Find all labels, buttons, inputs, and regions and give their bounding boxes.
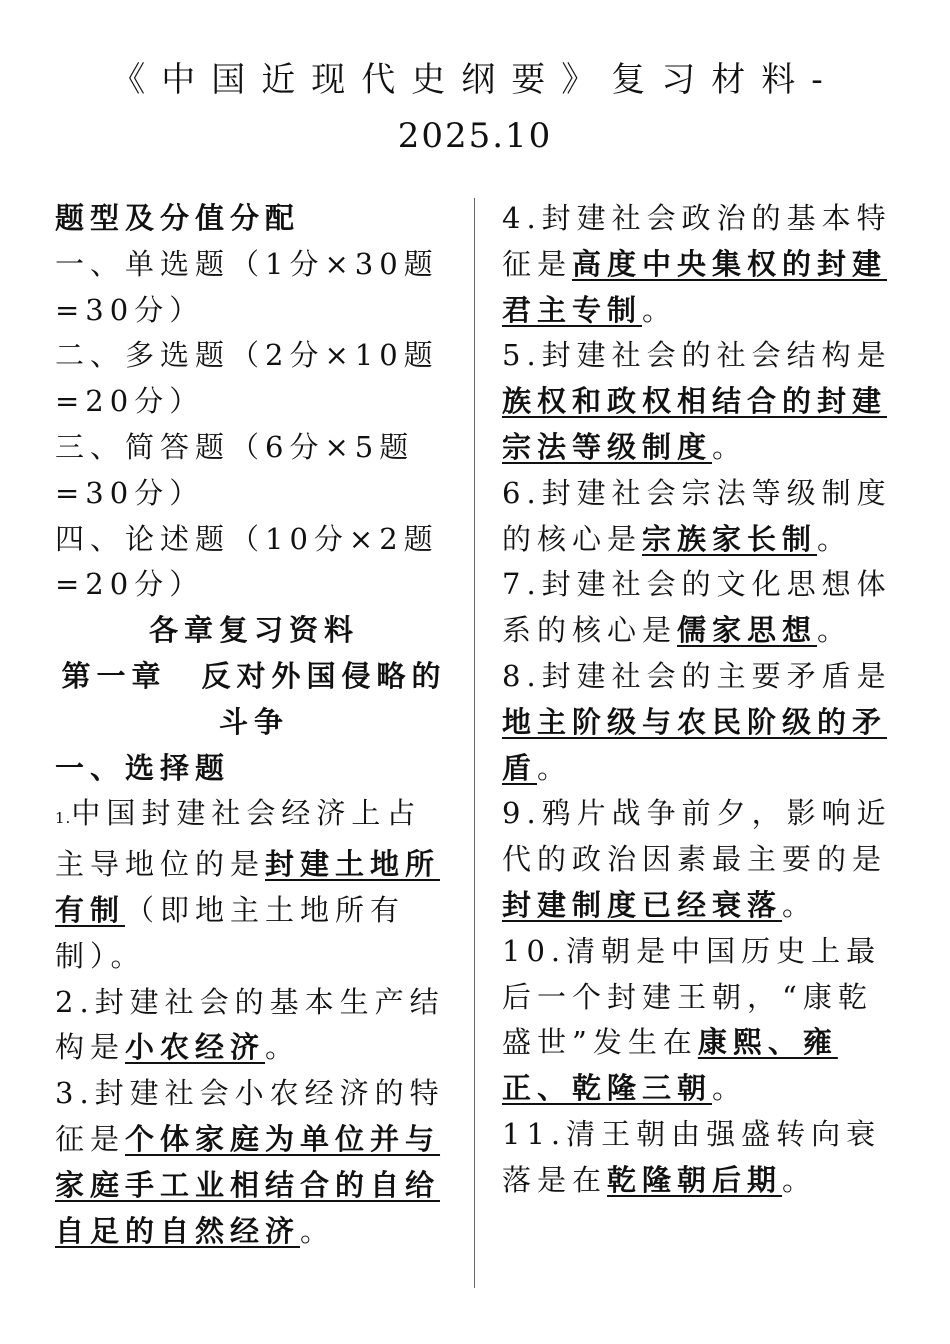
left-column bbox=[55, 196, 453, 1254]
question-text: 5.封建社会的社会结构是 bbox=[502, 338, 892, 373]
answer-text: 康熙、雍正、乾隆三朝 bbox=[502, 1025, 838, 1106]
answer-text: 乾隆朝后期 bbox=[607, 1162, 783, 1197]
question-text: 6.封建社会宗法等级制度的核心是 bbox=[502, 475, 892, 556]
question-6 bbox=[502, 471, 900, 563]
answer-text: 宗族家长制 bbox=[642, 521, 818, 556]
scoring-item: 四、论述题（10分×2题=20分） bbox=[55, 521, 439, 602]
document-title bbox=[80, 52, 870, 164]
answer-text: 儒家思想 bbox=[677, 613, 818, 648]
question-tail: 。 bbox=[817, 613, 853, 648]
answer-text: 高度中央集权的封建君主专制 bbox=[502, 246, 888, 327]
question-tail: （即地主土地所有制）。 bbox=[55, 892, 406, 973]
question-tail: 。 bbox=[265, 1030, 301, 1065]
answer-text: 族权和政权相结合的封建宗法等级制度 bbox=[502, 384, 888, 464]
question-tail: 。 bbox=[300, 1213, 336, 1248]
question-number: 1. bbox=[55, 809, 72, 828]
right-column bbox=[502, 196, 900, 1204]
question-tail: 。 bbox=[537, 750, 573, 785]
answer-text: 个体家庭为单位并与家庭手工业相结合的自给自足的自然经济 bbox=[55, 1121, 441, 1248]
scoring-item: 一、单选题（1分×30题=30分） bbox=[55, 246, 439, 327]
section-heading: 题型及分值分配 bbox=[55, 201, 301, 235]
scoring-item: 二、多选题（2分×10题=20分） bbox=[55, 338, 439, 419]
answer-text: 封建制度已经衰落 bbox=[502, 887, 783, 922]
answer-text: 地主阶级与农民阶级的矛盾 bbox=[502, 704, 888, 785]
question-text: 7.封建社会的文化思想体系的核心是 bbox=[502, 567, 892, 648]
column-divider bbox=[474, 198, 475, 1288]
question-text: 2.封建社会的基本生产结构是 bbox=[55, 984, 445, 1065]
question-7 bbox=[502, 562, 900, 654]
question-8 bbox=[502, 654, 900, 791]
question-text: 9.鸦片战争前夕，影响近代的政治因素最主要的是 bbox=[502, 796, 892, 877]
title-text: 《中国近现代史纲要》复习材料- bbox=[111, 60, 839, 100]
question-tail: 。 bbox=[817, 521, 853, 556]
question-text: 10.清朝是中国历史上最后一个封建王朝，“康乾盛世”发生在 bbox=[502, 933, 882, 1060]
scoring-item: 三、简答题（6分×5题=30分） bbox=[55, 429, 415, 510]
question-text: 中国封建社会经济上占主导地位的是 bbox=[55, 796, 422, 882]
question-text: 4.封建社会政治的基本特征是 bbox=[502, 201, 892, 281]
question-11 bbox=[502, 1112, 900, 1204]
question-tail: 。 bbox=[712, 429, 748, 464]
question-text: 11.清王朝由强盛转向衰落是在 bbox=[502, 1116, 882, 1197]
question-9 bbox=[502, 791, 900, 928]
question-tail: 。 bbox=[642, 292, 678, 327]
title-date: 2025.10 bbox=[397, 116, 553, 156]
question-3 bbox=[55, 1071, 453, 1254]
subsection-heading: 一、选择题 bbox=[55, 750, 231, 785]
review-heading: 各章复习资料 bbox=[148, 613, 359, 648]
answer-text: 小农经济 bbox=[125, 1030, 266, 1065]
question-tail: 。 bbox=[782, 887, 818, 922]
question-4 bbox=[502, 196, 900, 333]
question-tail: 。 bbox=[782, 1162, 818, 1197]
answer-text: 封建土地所有制 bbox=[55, 847, 441, 927]
question-2 bbox=[55, 980, 453, 1072]
question-5 bbox=[502, 333, 900, 470]
question-1 bbox=[55, 791, 453, 979]
chapter-title: 第一章 反对外国侵略的斗争 bbox=[61, 658, 447, 739]
question-text: 8.封建社会的主要矛盾是 bbox=[502, 658, 892, 693]
question-10 bbox=[502, 929, 900, 1112]
question-tail: 。 bbox=[712, 1071, 748, 1106]
question-text: 3.封建社会小农经济的特征是 bbox=[55, 1076, 445, 1156]
